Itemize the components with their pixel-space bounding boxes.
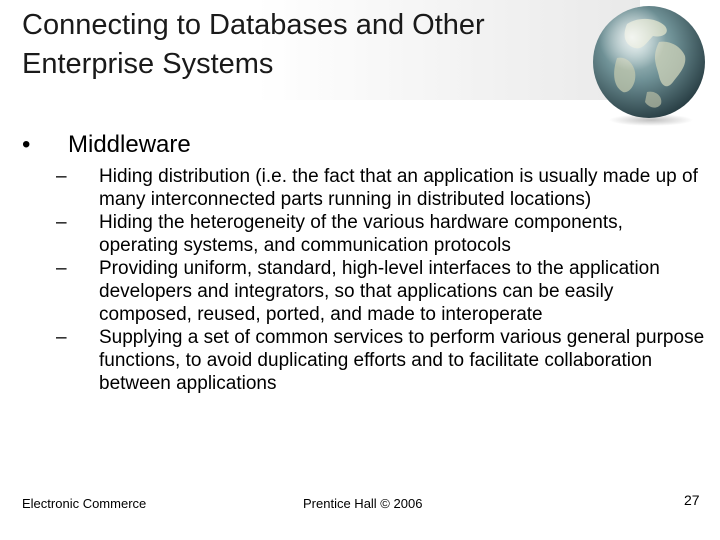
dash-icon: – — [56, 327, 67, 348]
middleware-heading: Middleware — [68, 131, 191, 158]
dash-icon: – — [56, 166, 67, 187]
list-item — [56, 326, 706, 395]
footer-copyright: Prentice Hall © 2006 — [303, 496, 423, 511]
slide-title-line-1: Connecting to Databases and Other — [22, 9, 485, 41]
list-item — [56, 211, 706, 257]
list-item-text: Hiding the heterogeneity of the various hardware components, operating systems, and communication protocols — [99, 212, 623, 256]
slide-title-line-2: Enterprise Systems — [22, 48, 274, 80]
list-item-text: Hiding distribution (i.e. the fact that an application is usually made up of many interconnected parts running in distributed locations) — [99, 166, 698, 210]
level1-bullet-middleware — [22, 130, 191, 160]
dash-icon: – — [56, 258, 67, 279]
dash-icon: – — [56, 212, 67, 233]
list-item — [56, 257, 706, 326]
bullet-icon: • — [22, 131, 31, 158]
slide-title — [22, 6, 582, 84]
list-item — [56, 165, 706, 211]
globe-icon — [587, 2, 712, 127]
list-item-text: Supplying a set of common services to perform various general purpose functions, to avoid duplicating efforts and to facilitate collaboration between applications — [99, 327, 705, 394]
middleware-sub-list — [56, 165, 706, 395]
slide-number: 27 — [684, 492, 700, 508]
footer-course-name: Electronic Commerce — [22, 496, 147, 511]
list-item-text: Providing uniform, standard, high-level interfaces to the application developers and integrators, so that applications can be easily composed, reused, ported, and made to interoperate — [99, 258, 660, 325]
